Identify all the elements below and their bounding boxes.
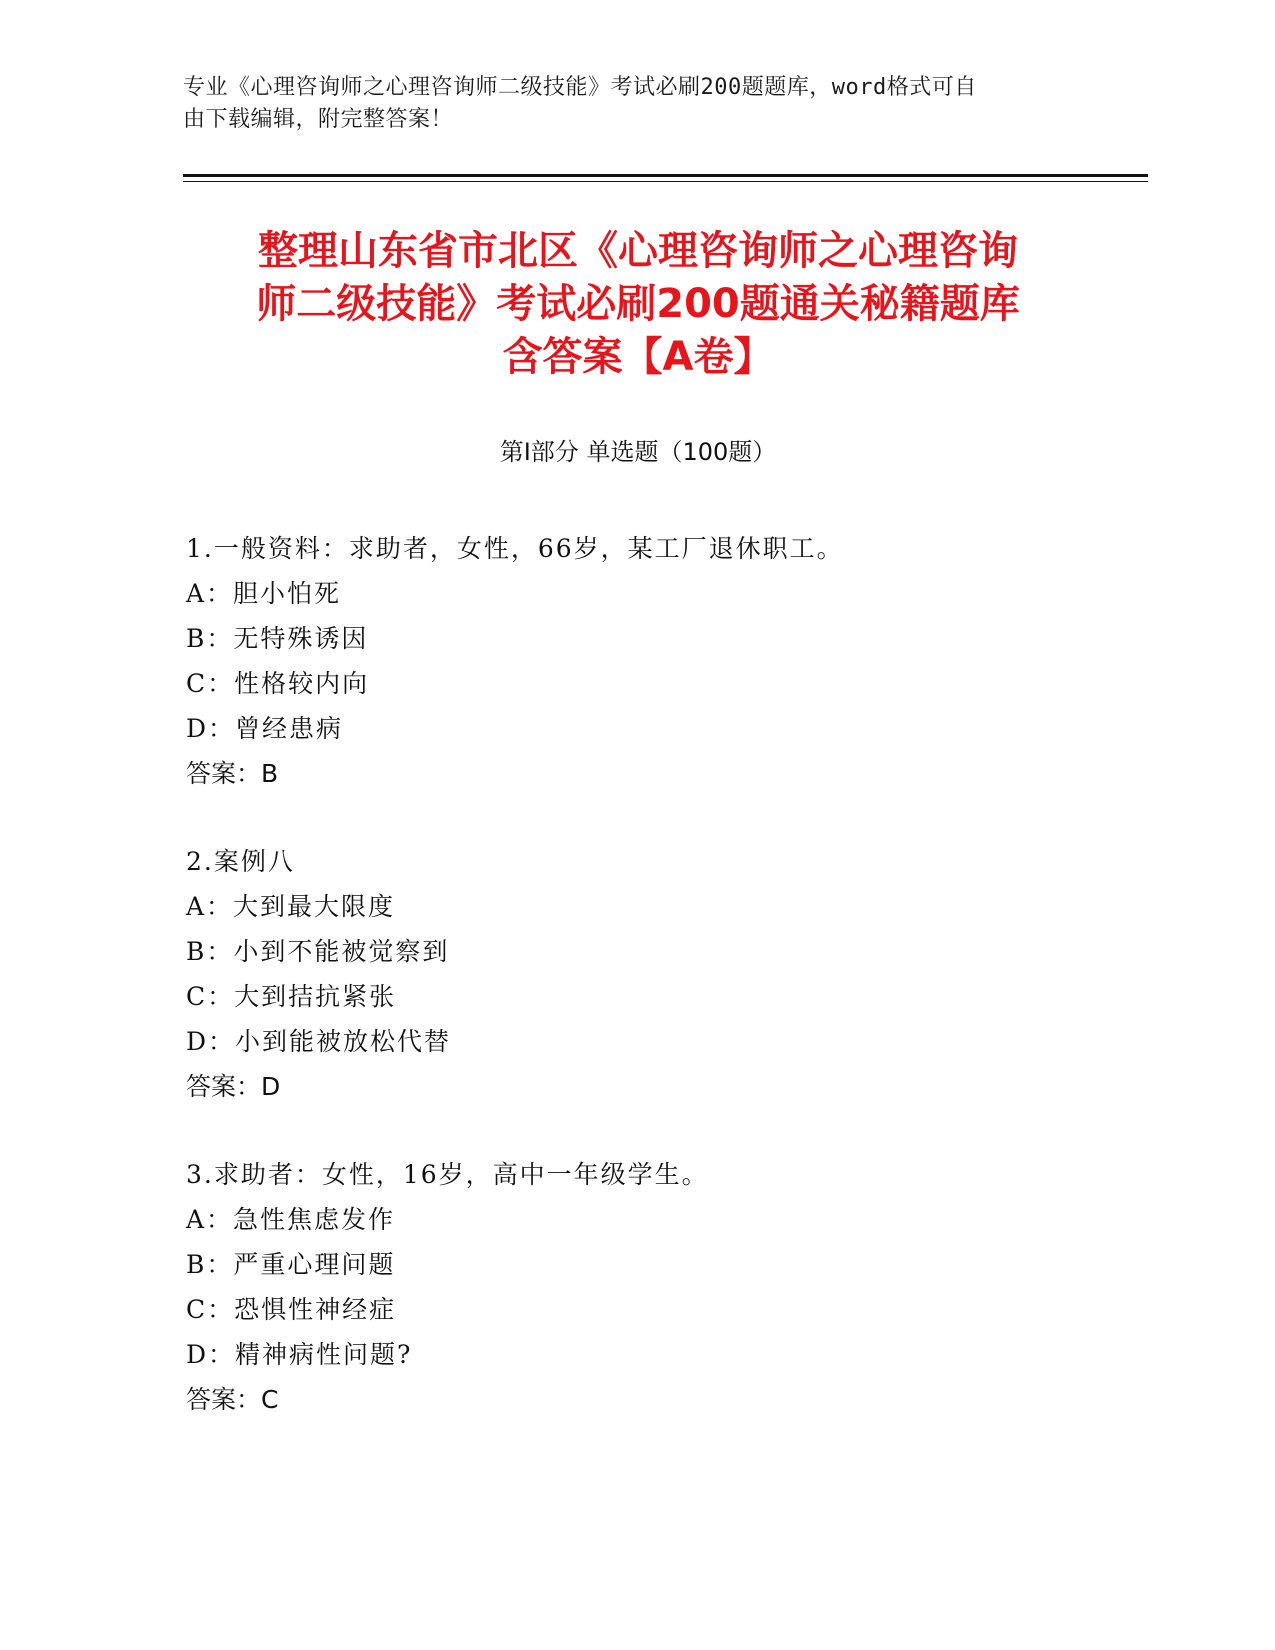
answer-line: 答案：D — [186, 1072, 281, 1101]
option-a: A：急性焦虑发作 — [186, 1205, 396, 1234]
option-d: D：精神病性问题? — [186, 1340, 413, 1369]
question-item — [186, 1152, 1086, 1422]
option-b: B：严重心理问题 — [186, 1250, 396, 1279]
answer-line: 答案：C — [186, 1385, 279, 1414]
option-a: A：大到最大限度 — [186, 892, 396, 921]
option-c: C：性格较内向 — [186, 669, 370, 698]
question-stem: 3.求助者：女性，16岁，高中一年级学生。 — [186, 1160, 709, 1189]
header-note — [183, 72, 1063, 136]
option-d: D：曾经患病 — [186, 714, 344, 743]
header-note-line-1: 专业《心理咨询师之心理咨询师二级技能》考试必刷200题题库，word格式可自 — [183, 75, 977, 100]
question-list — [186, 526, 1086, 1465]
answer-line: 答案：B — [186, 759, 279, 788]
option-a: A：胆小怕死 — [186, 579, 342, 608]
header-divider-thin — [183, 181, 1148, 182]
question-stem: 2.案例八 — [186, 847, 295, 876]
section-heading: 第Ⅰ部分 单选题（100题） — [499, 438, 777, 466]
question-stem: 1.一般资料：求助者，女性，66岁，某工厂退休职工。 — [186, 534, 844, 563]
question-item — [186, 526, 1086, 796]
option-b: B：无特殊诱因 — [186, 624, 369, 653]
option-d: D：小到能被放松代替 — [186, 1027, 452, 1056]
document-title-line-3: 含答案【A卷】 — [502, 334, 774, 380]
option-c: C：大到拮抗紧张 — [186, 982, 397, 1011]
header-note-line-2: 由下载编辑，附完整答案！ — [183, 107, 454, 132]
header-divider-thick — [183, 174, 1148, 177]
question-item — [186, 839, 1086, 1109]
option-b: B：小到不能被觉察到 — [186, 937, 450, 966]
option-c: C：恐惧性神经症 — [186, 1295, 397, 1324]
document-title-line-1: 整理山东省市北区《心理咨询师之心理咨询 — [258, 228, 1018, 274]
document-title-line-2: 师二级技能》考试必刷200题通关秘籍题库 — [256, 281, 1020, 327]
document-title — [183, 225, 1093, 384]
